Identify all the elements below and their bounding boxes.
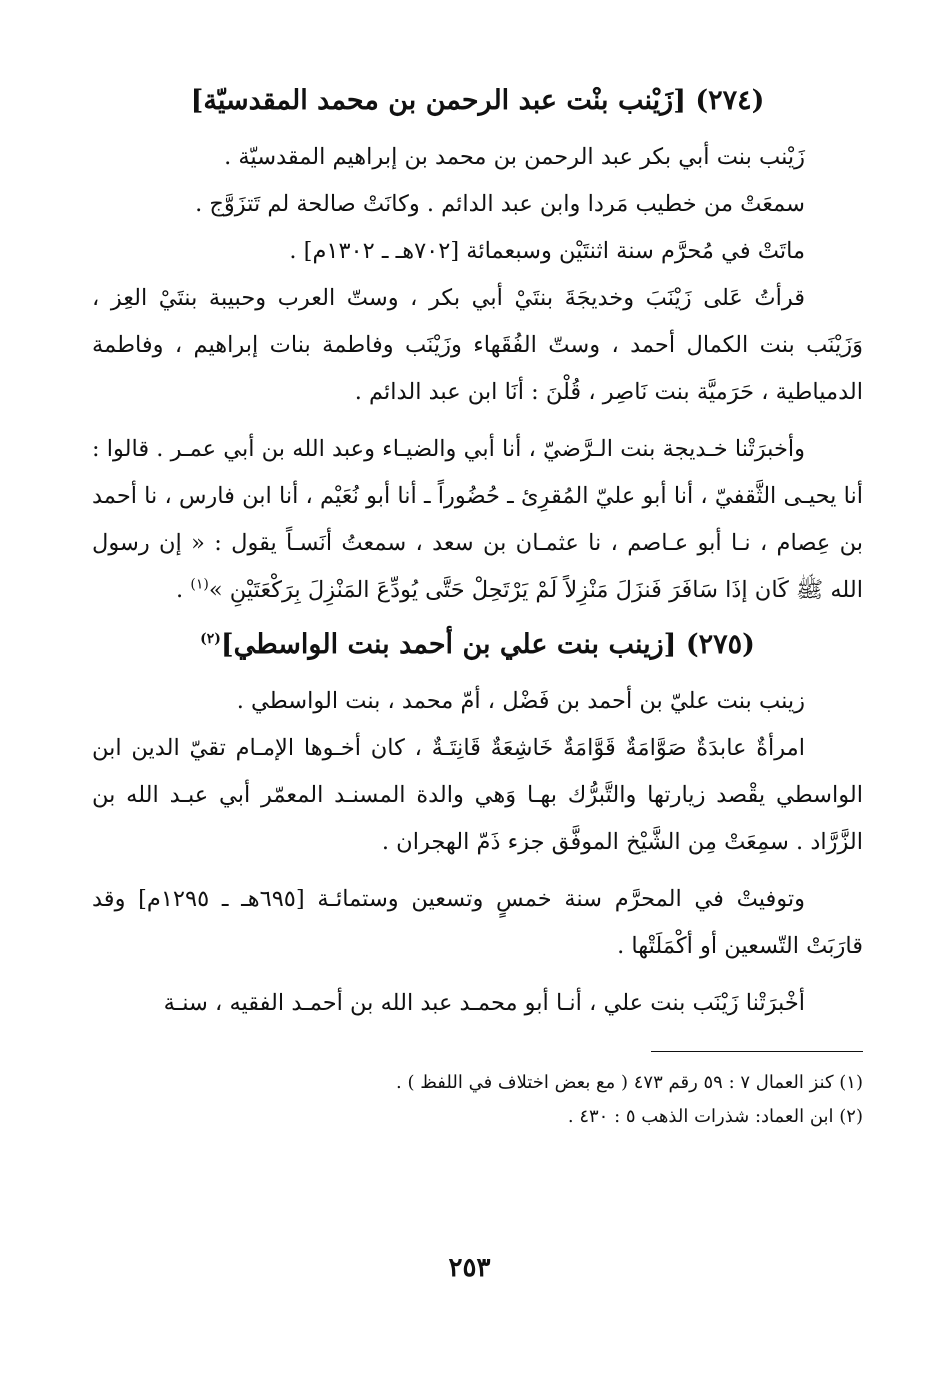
death-paragraph: وتوفيتْ في المحرَّم سنة خمسٍ وتسعين وستمائـة [٦٩٥هـ ـ ١٢٩٥م] وقد قارَبَتْ التّسعين أو أكْمَلَتْها . <box>92 886 863 959</box>
footnote-1: (١) كنز العمال ٧ : ٥٩ رقم ٤٧٣ ( مع بعض اختلاف في اللفظ ) . <box>396 1072 863 1093</box>
reading-paragraph: قرأتُ عَلى زَيْنَبَ وخديجَةَ بنتَيْ أبي بكر ، وستّ العرب وحبيبة بنتَيْ العِز ، وَزَيْنَب بنت الكمال أحمد ، وستّ الفُقَهاء وزَيْنَب وفاطمة بنات إبراهيم ، وفاطمة الدمياطية ، حَرَميَّة بنت نَاصِر ، قُلْنَ : أنَا ابن عبد الدائم . <box>92 285 863 405</box>
hadith-end: . <box>176 577 191 603</box>
text-line: زينب بنت عليّ بن أحمد بن فَضْل ، أمّ محمد ، بنت الواسطي . <box>236 688 805 714</box>
footnote-ref-2: (٢) <box>200 631 221 647</box>
footnote-divider <box>651 1051 863 1052</box>
entry-heading-275 <box>92 620 863 670</box>
text-line: زَيْنب بنت أبي بكر عبد الرحمن بن محمد بن إبراهيم المقدسيّة . <box>224 144 805 170</box>
bio-paragraph: امرأةٌ عابدَةٌ صَوَّامَةٌ قَوَّامَةٌ خَاشِعَةٌ قَانِتَـةٌ ، كان أخـوها الإمـام تقيّ الدين ابن الواسطي يقْصد زيارتها والتَّبرُّك بهـا وَهي والدة المسنـد المعمّر أبي عبـد الله بن الزَّرَّاد . سمِعَتْ مِن الشَّيْخ الموفَّق جزء ذَمّ الهجران . <box>92 735 863 855</box>
footnote-ref-1: (١) <box>190 576 209 593</box>
entry-275-intro <box>92 678 863 725</box>
akhbarat-paragraph: أخْبرَتْنا زَيْنَب بنت علي ، أنـا أبو محمـد عبد الله بن أحمـد الفقيه ، سنـة <box>163 990 805 1016</box>
hadith-paragraph <box>92 426 863 614</box>
footnote-2: (٢) ابن العماد: شذرات الذهب ٥ : ٤٣٠ . <box>567 1106 863 1127</box>
entry-274-intro <box>92 134 863 275</box>
text-line: سمعَتْ من خطيب مَردا وابن عبد الدائم . وكانَتْ صالحة لم تَتزَوَّج . <box>195 191 805 217</box>
text-line: ماتَتْ في مُحرَّم سنة اثنتَيْن وسبعمائة [٧٠٢هـ ـ ١٣٠٢م] . <box>289 238 805 264</box>
hadith-text: وأخبرَتْنا خـديجة بنت الـرَّضيّ ، أنا أبي والضيـاء وعبد الله بن أبي عمـر . قالوا : أنا يحيـى الثَّقفيّ ، أنا أبو عليّ المُقرِئ ـ حُضُوراً ـ أنا أبو نُعَيْم ، أنا ابن فارس ، نا أحمد بن عِصام ، نـا أبو عـاصم ، نا عثمـان بن سعد ، سمعتُ أنَسـاً يقول : « إن رسول الله ﷺ كَان إذَا سَافَرَ فَنزَلَ مَنْزِلاً لَمْ يَرْتَحِلْ حَتَّى يُودِّعَ المَنْزِلَ بِرَكْعَتَيْنِ » <box>92 436 863 603</box>
page-number: ٢٥٣ <box>448 1253 491 1283</box>
entry-heading-274: (٢٧٤) [زَيْنب بنْت عبد الرحمن بن محمد المقدسيّة] <box>190 85 765 116</box>
heading-text: (٢٧٥) [زينب بنت علي بن أحمد بنت الواسطي] <box>220 629 755 660</box>
